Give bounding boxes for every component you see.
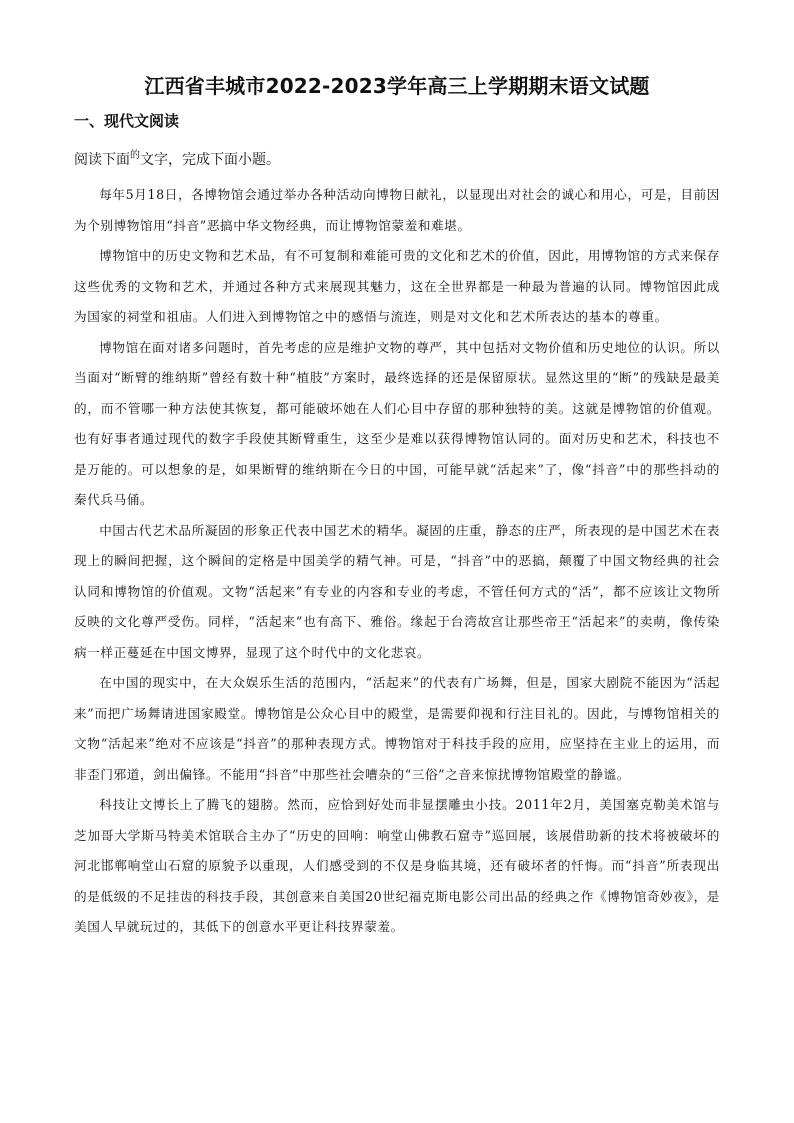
instruction-text-start: 阅读下面	[74, 152, 130, 168]
paragraph: 每年5月18日，各博物馆会通过举办各种活动向博物日献礼，以显现出对社会的诚心和用心，可是，目前因为个别博物馆用“抖音”恶搞中华文物经典，而让博物馆蒙羞和难堪。	[74, 187, 720, 233]
instruction-text-small: 的	[130, 150, 140, 161]
reading-passage	[74, 180, 720, 943]
section-heading: 一、现代文阅读	[74, 112, 180, 130]
paragraph: 中国古代艺术品所凝固的形象正代表中国艺术的精华。凝固的庄重，静态的庄严，所表现的是中国艺术在表现上的瞬间把握，这个瞬间的定格是中国美学的精气神。可是，“抖音”中的恶搞，颠覆了中国文物经典的社会认同和博物馆的价值观。文物“活起来”有专业的内容和专业的考虑，不管任何方式的“活”，都不应该让文物所反映的文化尊严受伤。同样，“活起来”也有高下、雅俗。缘起于台湾故宫让那些帝王“活起来”的卖萌，像传染病一样正蔓延在中国文博界，显现了这个时代中的文化悲哀。	[74, 522, 720, 660]
page-title: 江西省丰城市2022-2023学年高三上学期期末语文试题	[144, 74, 650, 98]
instruction-text-end: 文字，完成下面小题。	[140, 152, 280, 168]
paragraph: 在中国的现实中，在大众娱乐生活的范围内，“活起来”的代表有广场舞，但是，国家大剧院不能因为“活起来”而把广场舞请进国家殿堂。博物馆是公众心目中的殿堂，是需要仰视和行注目礼的。因此，与博物馆相关的文物“活起来”绝对不应该是“抖音”的那种表现方式。博物馆对于科技手段的应用，应坚持在主业上的运用，而非歪门邪道，剑出偏锋。不能用“抖音”中那些社会嘈杂的“三俗”之音来惊扰博物馆殿堂的静谧。	[74, 675, 720, 782]
paragraph: 科技让文博长上了腾飞的翅膀。然而，应恰到好处而非显摆雕虫小技。2011年2月，美国塞克勒美术馆与芝加哥大学斯马特美术馆联合主办了“历史的回响：响堂山佛教石窟寺”巡回展，该展借助新的技术将被破坏的河北邯郸响堂山石窟的原貌予以重现，人们感受到的不仅是身临其境，还有破坏者的忏悔。而“抖音”所表现出的是低级的不足挂齿的科技手段，其创意来自美国20世纪福克斯电影公司出品的经典之作《博物馆奇妙夜》，是美国人早就玩过的，其低下的创意水平更让科技界蒙羞。	[74, 797, 720, 934]
paragraph: 博物馆中的历史文物和艺术品，有不可复制和难能可贵的文化和艺术的价值，因此，用博物馆的方式来保存这些优秀的文物和艺术，并通过各种方式来展现其魅力，这在全世界都是一种最为普遍的认同。博物馆因此成为国家的祠堂和祖庙。人们进入到博物馆之中的感悟与流连，则是对文化和艺术所表达的基本的尊重。	[74, 248, 720, 324]
reading-instruction	[74, 146, 280, 169]
paragraph: 博物馆在面对诸多问题时，首先考虑的应是维护文物的尊严，其中包括对文物价值和历史地位的认识。所以当面对“断臂的维纳斯”曾经有数十种“植肢”方案时，最终选择的还是保留原状。显然这里的“断”的残缺是最美的，而不管哪一种方法使其恢复，都可能破坏她在人们心目中存留的那种独特的美。这就是博物馆的价值观。也有好事者通过现代的数字手段使其断臂重生，这至少是难以获得博物馆认同的。面对历史和艺术，科技也不是万能的。可以想象的是，如果断臂的维纳斯在今日的中国，可能早就“活起来”了，像“抖音”中的那些抖动的秦代兵马俑。	[74, 339, 720, 507]
